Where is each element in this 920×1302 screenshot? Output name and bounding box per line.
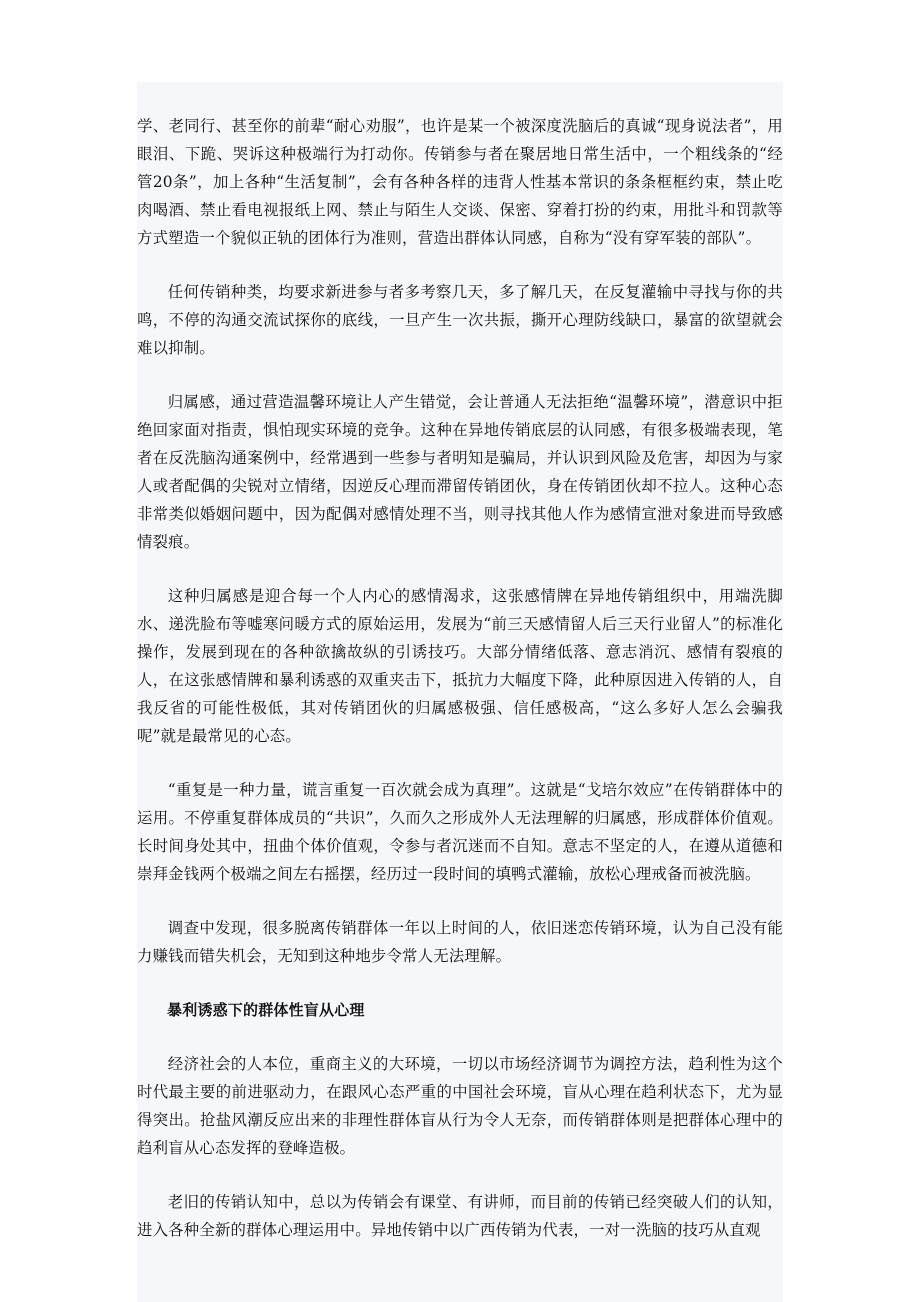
paragraph-2: 任何传销种类，均要求新进参与者多考察几天，多了解几天，在反复灌输中寻找与你的共鸣，不停的沟通交流试探你的底线，一旦产生一次共振，撕开心理防线缺口，暴富的欲望就会难以抑制。 [137,283,783,357]
paragraph-7: 经济社会的人本位，重商主义的大环境，一切以市场经济调节为调控方法，趋利性为这个时代最主要的前进驱动力，在跟风心态严重的中国社会环境，盲从心理在趋利状态下，尤为显得突出。抢盐风潮反应出来的非理性群体盲从行为令人无奈，而传销群体则是把群体心理中的趋利盲从心态发挥的登峰造极。 [137,1055,783,1157]
paragraph-3: 归属感，通过营造温馨环境让人产生错觉，会让普通人无法拒绝“温馨环境”，潜意识中拒绝回家面对指责，惧怕现实环境的竞争。这种在异地传销底层的认同感，有很多极端表现，笔者在反洗脑沟通案例中，经常遇到一些参与者明知是骗局，并认识到风险及危害，却因为与家人或者配偶的尖锐对立情绪，因逆反心理而滞留传销团伙，身在传销团伙却不拉人。这种心态非常类似婚姻问题中，因为配偶对感情处理不当，则寻找其他人作为感情宣泄对象进而导致感情裂痕。 [137,393,783,551]
paragraph-8: 老旧的传销认知中，总以为传销会有课堂、有讲师，而目前的传销已经突破人们的认知，进入各种全新的群体心理运用中。异地传销中以广西传销为代表，一对一洗脑的技巧从直观 [137,1193,783,1239]
section-heading: 暴利诱惑下的群体性盲从心理 [167,1001,365,1019]
article-text [137,112,783,1270]
paragraph-1: 学、老同行、甚至你的前辈“耐心劝服”，也许是某一个被深度洗脑后的真诚“现身说法者”，用眼泪、下跪、哭诉这种极端行为打动你。传销参与者在聚居地日常生活中，一个粗线条的“经管20条”，加上各种“生活复制”，会有各种各样的违背人性基本常识的条条框框约束，禁止吃肉喝酒、禁止看电视报纸上网、禁止与陌生人交谈、保密、穿着打扮的约束，用批斗和罚款等方式塑造一个貌似正轨的团体行为准则，营造出群体认同感，自称为“没有穿军装的部队”。 [137,117,783,247]
document-body [137,82,783,1302]
paragraph-6: 调查中发现，很多脱离传销群体一年以上时间的人，依旧迷恋传销环境，认为自己没有能力赚钱而错失机会，无知到这种地步令常人无法理解。 [137,919,783,965]
paragraph-5: “重复是一种力量，谎言重复一百次就会成为真理”。这就是“戈培尔效应”在传销群体中的运用。不停重复群体成员的“共识”，久而久之形成外人无法理解的归属感，形成群体价值观。长时间身处其中，扭曲个体价值观，令参与者沉迷而不自知。意志不坚定的人，在遵从道德和崇拜金钱两个极端之间左右摇摆，经历过一段时间的填鸭式灌输，放松心理戒备而被洗脑。 [137,781,783,883]
paragraph-4: 这种归属感是迎合每一个人内心的感情渴求，这张感情牌在异地传销组织中，用端洗脚水、递洗脸布等嘘寒问暖方式的原始运用，发展为“前三天感情留人后三天行业留人”的标准化操作，发展到现在的各种欲擒故纵的引诱技巧。大部分情绪低落、意志消沉、感情有裂痕的人，在这张感情牌和暴利诱惑的双重夹击下，抵抗力大幅度下降，此种原因进入传销的人，自我反省的可能性极低，其对传销团伙的归属感极强、信任感极高，“这么多好人怎么会骗我呢”就是最常见的心态。 [137,587,783,745]
